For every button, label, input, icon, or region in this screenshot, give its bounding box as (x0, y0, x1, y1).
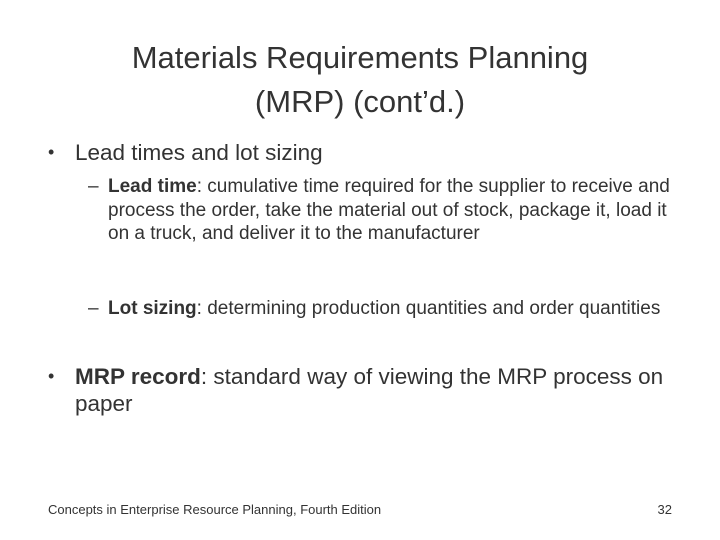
definition-mrp-record: : standard way of viewing the MRP process on paper (75, 364, 664, 416)
dash-marker: – (88, 176, 99, 197)
sub-bullet-text (108, 297, 688, 321)
sub-bullet-lot-sizing (88, 297, 688, 321)
definition-lead-time: : cumulative time required for the supplier to receive and process the order, take the material out of stock, package it, load it on a truck, and deliver it to the manufacturer (108, 176, 670, 244)
term-mrp-record: MRP record (75, 364, 201, 389)
sub-bullet-lead-time (88, 175, 688, 246)
bullet-marker: • (48, 142, 55, 162)
dash-marker: – (88, 298, 99, 319)
term-lot-sizing: Lot sizing (108, 298, 197, 319)
slide-title (60, 36, 660, 124)
title-line-1: Materials Requirements Planning (131, 40, 589, 75)
bullet-text (75, 363, 678, 417)
definition-lot-sizing: : determining production quantities and order quantities (196, 298, 661, 319)
term-lead-time: Lead time (108, 176, 197, 197)
bullet-mrp-record (48, 363, 678, 417)
bullet-marker: • (48, 366, 55, 386)
page-number: 32 (657, 502, 672, 517)
sub-bullet-text (108, 175, 688, 246)
bullet-text: Lead times and lot sizing (75, 140, 323, 165)
title-line-2: (MRP) (cont’d.) (254, 84, 466, 119)
bullet-lead-times (48, 139, 678, 166)
footer-source: Concepts in Enterprise Resource Planning, Fourth Edition (48, 502, 382, 517)
